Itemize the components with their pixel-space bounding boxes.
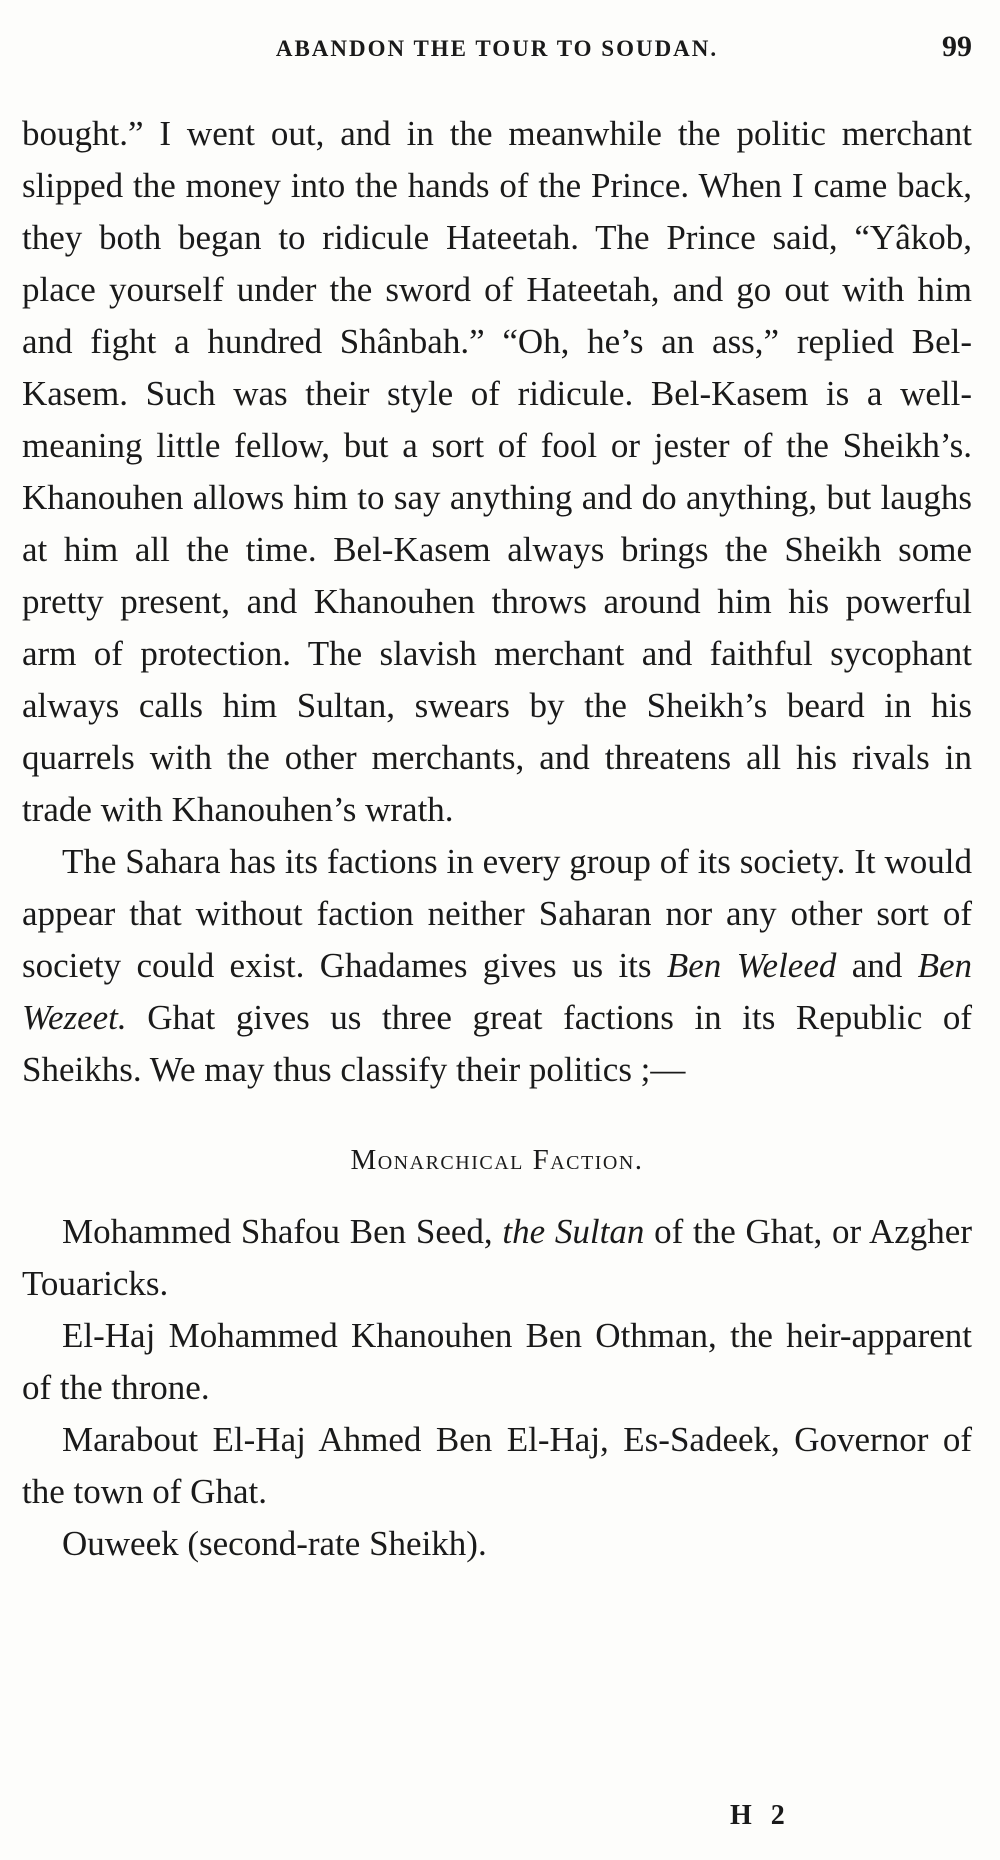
paragraph-text: bought.” I went out, and in the meanwhile the politic merchant slipped the money into the hands of the Prince. When I came back, they both began to ridicule Hateetah. The Prince said, “Yâkob, place yourself under the sword of Hateetah, and go out with him and fight a hundred Shânbah.” “Oh, he’s an ass,” replied Bel-Kasem. Such was their style of ridicule. Bel-Kasem is a well-meaning little fellow, but a sort of fool or jester of the Sheikh’s. Khanouhen allows him to say anything and do anything, but laughs at him all the time. Bel-Kasem always brings the Sheikh some pretty present, and Khanouhen throws around him his powerful arm of protection. The slavish merchant and faithful sycophant always calls him Sultan, swears by the Sheikh’s beard in his quarrels with the other merchants, and threatens all his rivals in trade with Khanouhen’s wrath. <box>22 114 972 829</box>
paragraph-text: Ghat gives us three great factions in its Republic of Sheikhs. We may thus classify their politics ;— <box>22 998 972 1089</box>
body-text <box>22 108 972 1570</box>
list-item <box>22 1310 972 1414</box>
list-item <box>22 1414 972 1518</box>
entry-text: Ouweek (second-rate Sheikh). <box>62 1524 487 1563</box>
italic-faction-name: Ben Wezeet. <box>22 946 972 1037</box>
paragraph-text: The Sahara has its factions in every group of its society. It would appear that without faction neither Saharan nor any other sort of society could exist. Ghadames gives us its <box>22 842 972 985</box>
list-item <box>22 1206 972 1310</box>
list-item <box>22 1518 972 1570</box>
italic-faction-name: Ben Weleed <box>666 946 837 985</box>
paragraph-continuation <box>22 108 972 836</box>
running-title: ABANDON THE TOUR TO SOUDAN. <box>275 36 719 61</box>
entry-text: El-Haj Mohammed Khanouhen Ben Othman, the heir-apparent of the throne. <box>22 1316 972 1407</box>
paragraph-factions <box>22 836 972 1096</box>
entry-text: of the Ghat, or Azgher Touaricks. <box>22 1212 972 1303</box>
entry-emphasis: the Sultan <box>502 1212 645 1251</box>
section-heading: Monarchical Faction. <box>350 1144 644 1176</box>
entry-text: Mohammed Shafou Ben Seed, <box>62 1212 503 1251</box>
signature-mark: H 2 <box>730 1800 791 1831</box>
running-head <box>22 28 972 68</box>
entry-text: Marabout El-Haj Ahmed Ben El-Haj, Es-Sadeek, Governor of the town of Ghat. <box>22 1420 972 1511</box>
paragraph-text: and <box>836 946 918 985</box>
page-number: 99 <box>942 30 972 63</box>
